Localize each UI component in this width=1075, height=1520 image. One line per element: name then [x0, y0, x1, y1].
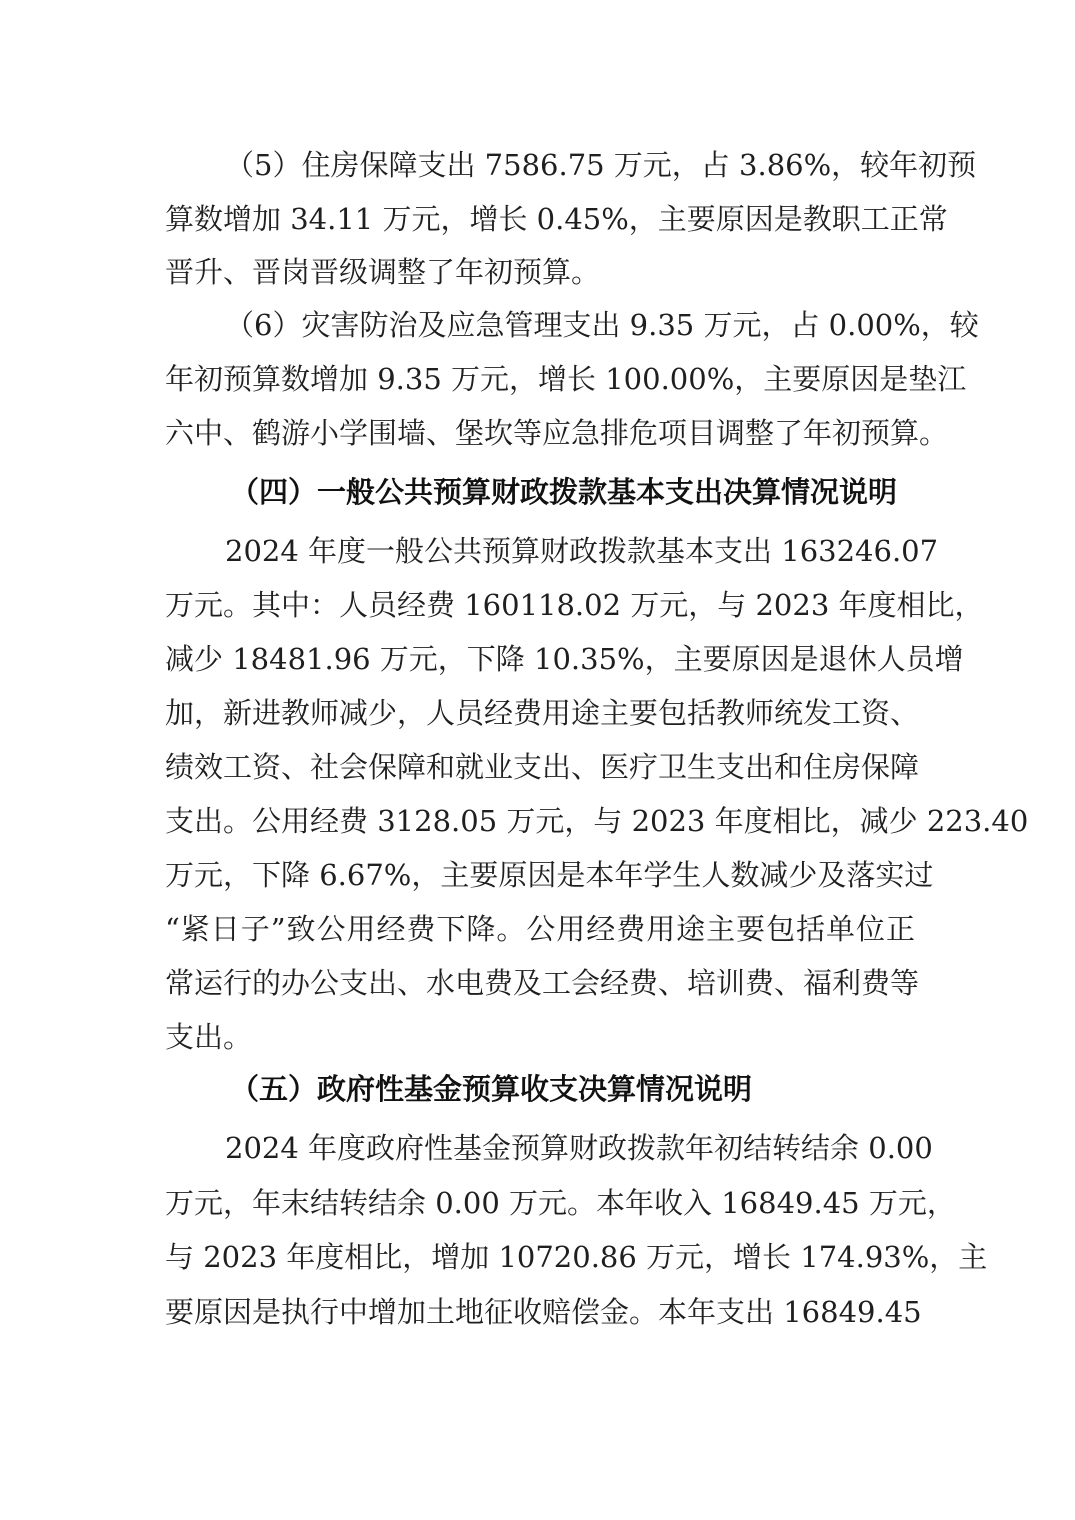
paragraph-line: 2024 年度政府性基金预算财政拨款年初结转结余 0.00: [225, 1131, 933, 1165]
section-heading: （五）政府性基金预算收支决算情况说明: [230, 1072, 753, 1106]
paragraph-line: 万元，年末结转结余 0.00 万元。本年收入 16849.45 万元，: [165, 1186, 956, 1220]
paragraph-line: “紧日子”致公用经费下降。公用经费用途主要包括单位正: [165, 912, 915, 946]
paragraph-line: 与 2023 年度相比，增加 10720.86 万元，增长 174.93%，主: [165, 1240, 988, 1274]
paragraph-line: 绩效工资、社会保障和就业支出、医疗卫生支出和住房保障: [165, 750, 920, 784]
paragraph-line: 要原因是执行中增加土地征收赔偿金。本年支出 16849.45: [165, 1295, 922, 1329]
paragraph-line: 万元，下降 6.67%，主要原因是本年学生人数减少及落实过: [165, 858, 934, 892]
paragraph-line: 支出。: [165, 1020, 253, 1054]
paragraph-line: 年初预算数增加 9.35 万元，增长 100.00%，主要原因是垫江: [165, 362, 967, 396]
paragraph-line: 加，新进教师减少，人员经费用途主要包括教师统发工资、: [165, 696, 920, 730]
paragraph-line: 晋升、晋岗晋级调整了年初预算。: [165, 255, 601, 289]
paragraph-line: （6）灾害防治及应急管理支出 9.35 万元，占 0.00%，较: [225, 308, 979, 342]
paragraph-line: 常运行的办公支出、水电费及工会经费、培训费、福利费等: [165, 966, 920, 1000]
paragraph-line: 2024 年度一般公共预算财政拨款基本支出 163246.07: [225, 534, 939, 568]
paragraph-line: （5）住房保障支出 7586.75 万元，占 3.86%，较年初预: [225, 148, 977, 182]
paragraph-line: 支出。公用经费 3128.05 万元，与 2023 年度相比，减少 223.40: [165, 804, 1029, 838]
paragraph-line: 万元。其中：人员经费 160118.02 万元，与 2023 年度相比，: [165, 588, 984, 622]
paragraph-line: 减少 18481.96 万元，下降 10.35%，主要原因是退休人员增: [165, 642, 964, 676]
section-heading: （四）一般公共预算财政拨款基本支出决算情况说明: [230, 475, 898, 509]
paragraph-line: 算数增加 34.11 万元，增长 0.45%，主要原因是教职工正常: [165, 202, 948, 236]
paragraph-line: 六中、鹤游小学围墙、堡坎等应急排危项目调整了年初预算。: [165, 416, 949, 450]
